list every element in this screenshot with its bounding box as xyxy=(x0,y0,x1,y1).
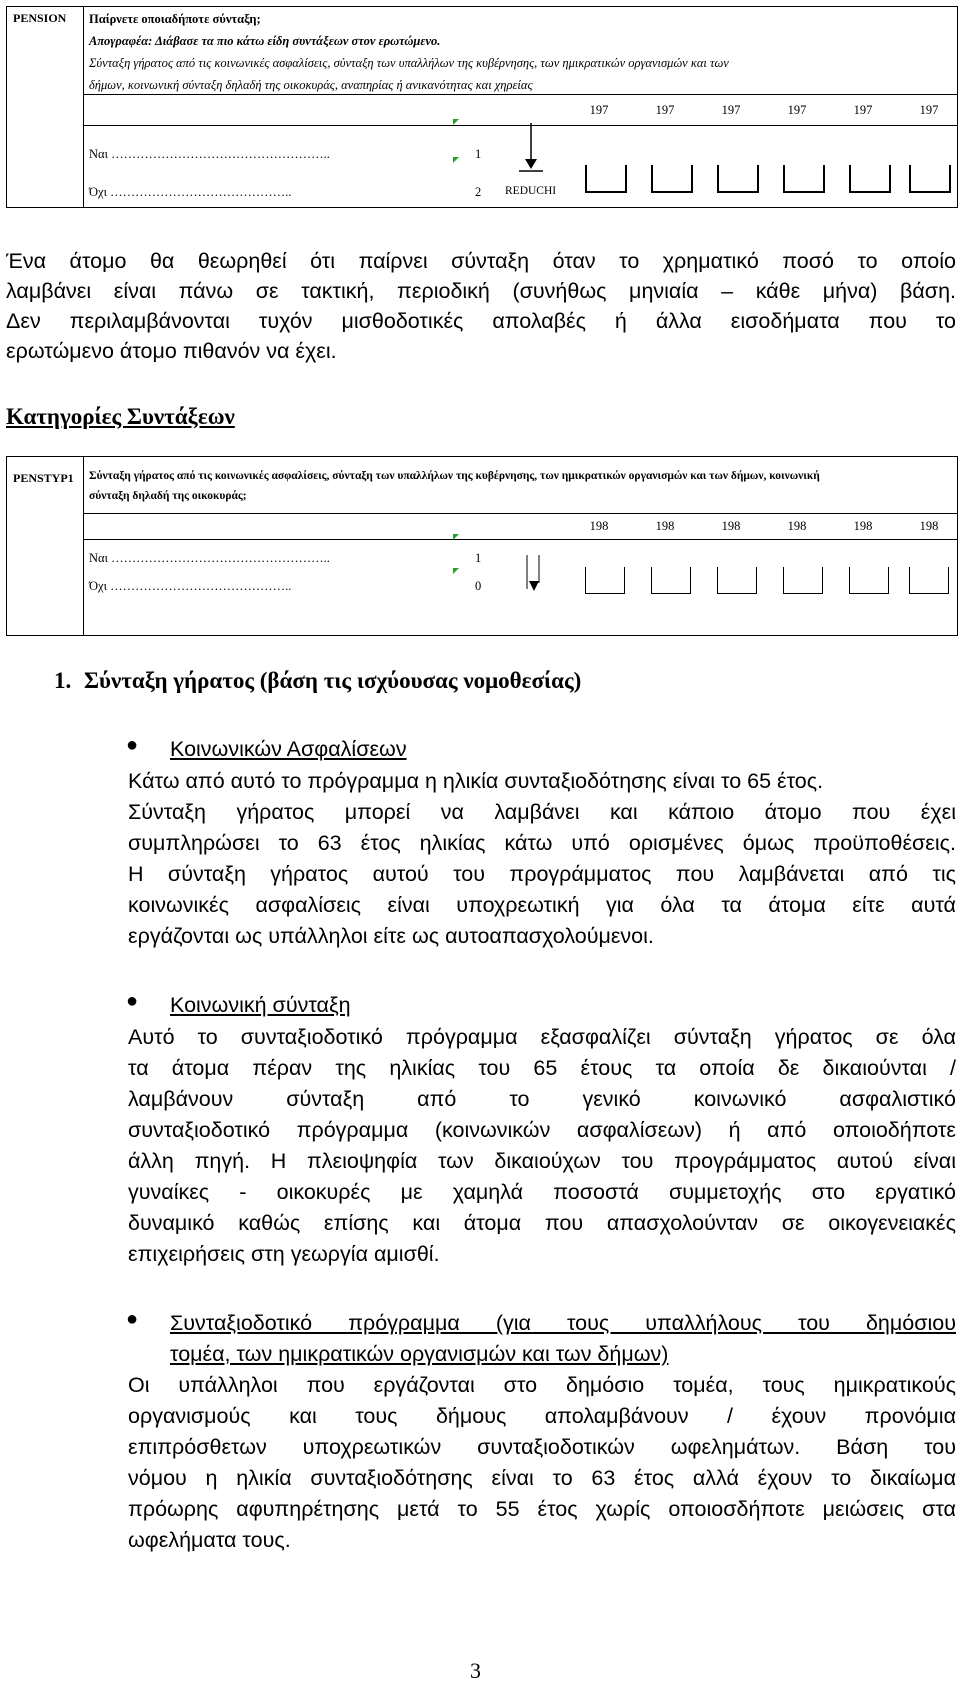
column-code: 198 xyxy=(589,519,609,533)
answer-box[interactable] xyxy=(783,567,823,594)
intro-line: λαμβάνει είναι πάνω σε τακτική, περιοδική (συνήθως μηνιαία – κάθε μήνα) βάση. xyxy=(6,279,956,303)
cell-marker xyxy=(453,157,459,163)
bullet-body xyxy=(128,1022,956,1270)
column-code: 197 xyxy=(655,103,675,117)
column-code: 198 xyxy=(919,519,939,533)
body-line: άλλη πηγή. Η πλειοψηφία των δικαιούχων του προγράμματος αυτού είναι xyxy=(128,1149,956,1173)
body-line: τα άτομα πέραν της ηλικίας του 65 έτους τα οποία δε δικαιούνται / xyxy=(128,1056,956,1080)
skip-arrow-icon xyxy=(519,119,543,179)
answer-box[interactable] xyxy=(849,165,891,193)
bullet-title: Κοινωνικών Ασφαλίσεων xyxy=(170,737,407,761)
column-code: 197 xyxy=(787,103,807,117)
bullet-title-line: Συνταξιοδοτικό πρόγραμμα (για τους υπαλλήλους του δημόσιου xyxy=(170,1311,956,1335)
option-no-code: 0 xyxy=(475,579,482,593)
cell-marker xyxy=(453,119,459,125)
option-no-label: Όχι …………………………………….. xyxy=(89,579,292,593)
body-line: Οι υπάλληλοι που εργάζονται στο δημόσιο τομέα, τους ημικρατικούς xyxy=(128,1373,956,1397)
answer-box[interactable] xyxy=(585,567,625,594)
column-code: 198 xyxy=(853,519,873,533)
intro-paragraph xyxy=(6,246,956,366)
intro-line: Δεν περιλαμβάνονται τυχόν μισθοδοτικές απολαβές ή άλλα εισοδήματα που το xyxy=(6,309,956,333)
bullet-dot-icon: ● xyxy=(126,734,139,756)
section-number: 1. xyxy=(54,668,72,693)
option-yes-code: 1 xyxy=(475,551,482,565)
answer-box[interactable] xyxy=(651,165,693,193)
body-line: λαμβάνουν σύνταξη από το γενικό κοινωνικό ασφαλιστικό xyxy=(128,1087,956,1111)
answer-box[interactable] xyxy=(651,567,691,594)
bullet-dot-icon: ● xyxy=(126,990,139,1012)
question-text: Παίρνετε οποιαδήποτε σύνταξη; xyxy=(89,12,261,26)
intro-line: Ένα άτομο θα θεωρηθεί ότι παίρνει σύνταξη όταν το χρηματικό ποσό το οποίο xyxy=(6,249,956,273)
question-description-line: σύνταξη δηλαδή της οικοκυράς; xyxy=(89,490,247,502)
cell-marker xyxy=(453,568,459,574)
bullet-dot-icon: ● xyxy=(126,1308,139,1330)
answer-box[interactable] xyxy=(909,567,949,594)
bullet-body xyxy=(128,766,956,952)
answer-box[interactable] xyxy=(783,165,825,193)
option-no-label: Όχι …………………………………….. xyxy=(89,185,292,199)
option-yes-code: 1 xyxy=(475,147,482,161)
body-line: επιχειρήσεις στη γεωργία αμισθί. xyxy=(128,1242,440,1266)
column-code: 197 xyxy=(919,103,939,117)
question-code: PENSTYP1 xyxy=(13,471,74,485)
column-code: 197 xyxy=(721,103,741,117)
body-line: πρόωρης αφυπηρέτησης μετά το 55 έτος χωρίς οποιοσδήποτε μειώσεις στα xyxy=(128,1497,956,1521)
answer-box[interactable] xyxy=(909,165,951,193)
answer-box[interactable] xyxy=(717,567,757,594)
question-box-pension xyxy=(6,6,958,208)
page-number: 3 xyxy=(470,1658,481,1683)
column-code: 197 xyxy=(853,103,873,117)
categories-heading: Κατηγορίες Συντάξεων xyxy=(6,404,235,429)
body-line: ωφελήματα τους. xyxy=(128,1528,291,1552)
option-no-code: 2 xyxy=(475,185,482,199)
intro-line: ερωτώμενο άτομο πιθανόν να έχει. xyxy=(6,339,337,363)
body-line: συνταξιοδοτικό πρόγραμμα (κοινωνικών ασφαλίσεων) ή από οποιοδήποτε xyxy=(128,1118,956,1142)
section-title: Σύνταξη γήρατος (βάση τις ισχύουσας νομοθεσίας) xyxy=(84,668,582,693)
question-code: PENSION xyxy=(13,11,67,25)
column-code: 198 xyxy=(655,519,675,533)
answer-box[interactable] xyxy=(717,165,759,193)
bullet-body xyxy=(128,1370,956,1556)
interviewer-instruction: Απογραφέα: Διάβασε τα πιο κάτω είδη συντάξεων στον ερωτώμενο. xyxy=(89,34,441,48)
question-description-line: Σύνταξη γήρατος από τις κοινωνικές ασφαλίσεις, σύνταξη των υπαλλήλων της κυβέρνησης, των ημικρατικών οργανισμών και των δήμων, κοινωνική xyxy=(89,470,820,482)
question-box-penstyp1 xyxy=(6,456,958,636)
answer-box[interactable] xyxy=(849,567,889,594)
arrow-down-icon xyxy=(523,553,543,595)
body-line: Η σύνταξη γήρατος αυτού του προγράμματος που λαμβάνεται από τις xyxy=(128,862,956,886)
body-line: εργάζονται ως υπάλληλοι είτε ως αυτοαπασχολούμενοι. xyxy=(128,924,654,948)
body-line: δυναμικό καθώς επίσης και άτομα που απασχολούνταν σε οικογενειακές xyxy=(128,1211,956,1235)
body-line: Σύνταξη γήρατος μπορεί να λαμβάνει και κάποιο άτομο που έχει xyxy=(128,800,956,824)
cell-marker xyxy=(453,534,459,540)
question-description-line: Σύνταξη γήρατος από τις κοινωνικές ασφαλίσεις, σύνταξη των υπαλλήλων της κυβέρνησης, των ημικρατικών οργανισμών και των xyxy=(89,56,729,70)
body-line: Κάτω από αυτό το πρόγραμμα η ηλικία συνταξιοδότησης είναι το 65 έτος. xyxy=(128,769,824,793)
body-line: γυναίκες - οικοκυρές με χαμηλά ποσοστά συμμετοχής στο εργατικό xyxy=(128,1180,956,1204)
option-yes-label: Ναι …………………………………………….. xyxy=(89,551,330,565)
body-line: κοινωνικές ασφαλίσεις είναι υποχρεωτική για όλα τα άτομα είτε αυτά xyxy=(128,893,956,917)
bullet-title: Κοινωνική σύνταξη xyxy=(170,993,351,1017)
bullet-title xyxy=(170,1308,956,1370)
column-code: 198 xyxy=(787,519,807,533)
bullet-title-line: τομέα, των ημικρατικών οργανισμών και των δήμων) xyxy=(170,1342,669,1366)
column-code: 198 xyxy=(721,519,741,533)
question-description-line: δήμων, κοινωνική σύνταξη δηλαδή της οικοκυράς, αναπηρίας ή ανικανότητας και χηρείας xyxy=(89,78,533,92)
answer-box[interactable] xyxy=(585,165,627,193)
option-yes-label: Ναι …………………………………………….. xyxy=(89,147,330,161)
body-line: νόμου η ηλικία συνταξιοδότησης είναι το 63 έτος αλλά έχουν το δικαίωμα xyxy=(128,1466,956,1490)
body-line: επιπρόσθετων υποχρεωτικών συνταξιοδοτικών ωφελημάτων. Βάση του xyxy=(128,1435,956,1459)
body-line: Αυτό το συνταξιοδοτικό πρόγραμμα εξασφαλίζει σύνταξη γήρατος σε όλα xyxy=(128,1025,956,1049)
skip-instruction: REDUCHI xyxy=(505,185,557,197)
body-line: οργανισμούς και τους δήμους απολαμβάνουν / έχουν προνόμια xyxy=(128,1404,956,1428)
column-code: 197 xyxy=(589,103,609,117)
body-line: συμπληρώσει το 63 έτος ηλικίας κάτω υπό ορισμένες όμως προϋποθέσεις. xyxy=(128,831,956,855)
